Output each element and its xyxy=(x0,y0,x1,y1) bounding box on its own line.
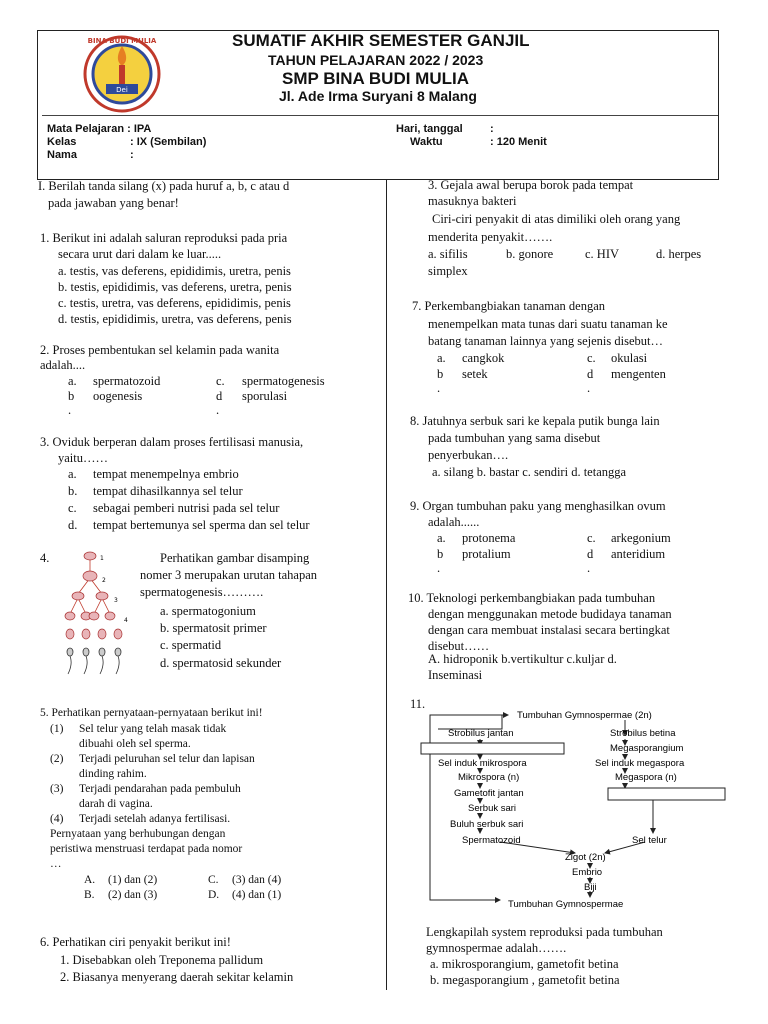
q10-options[interactable]: A. hidroponik b.vertikultur c.kuljar d. xyxy=(428,652,617,666)
diag-serbuk-sari: Serbuk sari xyxy=(468,803,517,814)
q9-letter-d: d xyxy=(587,547,594,561)
q7-option-a[interactable]: cangkok xyxy=(462,351,505,365)
diag-embrio: Embrio xyxy=(572,867,603,878)
q5-item-3-line-2: darah di vagina. xyxy=(79,798,153,810)
q7-letter-c: c. xyxy=(587,351,596,365)
q4-stem-2: nomer 3 merupakan urutan tahapan xyxy=(140,568,318,582)
q4-stem-3: spermatogenesis………. xyxy=(140,585,264,599)
q2-letter-d: d xyxy=(216,389,223,403)
gymnosperm-cycle-diagram xyxy=(400,705,730,915)
q4-option-a[interactable]: a. spermatogonium xyxy=(160,604,256,618)
q5-item-2-line-2: dinding rahim. xyxy=(79,768,147,780)
q1-option-b[interactable]: b. testis, epididimis, vas deferens, uretra, penis xyxy=(58,280,292,294)
q6-option-c[interactable]: c. HIV xyxy=(585,247,620,261)
name-value[interactable]: : xyxy=(130,149,134,161)
q1-option-d[interactable]: d. testis, epididimis, uretra, vas deferens, penis xyxy=(58,312,292,326)
q5-option-B[interactable]: (2) dan (3) xyxy=(108,889,158,901)
q5-option-D[interactable]: (4) dan (1) xyxy=(232,889,282,901)
svg-text:Dei: Dei xyxy=(116,86,128,94)
school-address: Jl. Ade Irma Suryani 8 Malang xyxy=(279,88,477,104)
academic-year: TAHUN PELAJARAN 2022 / 2023 xyxy=(268,52,484,68)
q7-option-c[interactable]: okulasi xyxy=(611,351,648,365)
q1-option-a[interactable]: a. testis, vas deferens, epididimis, uretra, penis xyxy=(58,264,291,278)
diag-strobilus-jantan: Strobilus jantan xyxy=(448,728,514,739)
q6-item-2: 2. Biasanya menyerang daerah sekitar kelamin xyxy=(60,970,294,984)
q2-option-c[interactable]: spermatogenesis xyxy=(242,374,325,388)
diagram-label-1: 1 xyxy=(100,555,104,562)
q1-option-c[interactable]: c. testis, uretra, vas deferens, epididimis, penis xyxy=(58,296,291,310)
q11-number: 11. xyxy=(410,697,426,711)
time-value: : 120 Menit xyxy=(490,136,547,148)
q2-stem-2: adalah.... xyxy=(40,358,86,372)
q5-item-2-num: (2) xyxy=(50,753,64,765)
diag-biji: Biji xyxy=(584,882,597,893)
q2-letter-a: a. xyxy=(68,374,77,388)
q5-item-4-num: (4) xyxy=(50,813,64,825)
q5-item-3-line-1: Terjadi pendarahan pada pembuluh xyxy=(79,783,241,795)
q3-letter-a: a. xyxy=(68,467,77,481)
q4-option-b[interactable]: b. spermatosit primer xyxy=(160,621,267,635)
q2-option-b[interactable]: oogenesis xyxy=(93,389,143,403)
diag-spermatozoid: Spermatozoid xyxy=(462,835,521,846)
exam-title: SUMATIF AKHIR SEMESTER GANJIL xyxy=(232,31,530,50)
diag-megaspora: Megaspora (n) xyxy=(615,772,677,783)
q3-option-a[interactable]: tempat menempelnya embrio xyxy=(93,467,239,481)
q7-option-d[interactable]: mengenten xyxy=(611,367,666,381)
q7-dot-2: . xyxy=(587,381,591,395)
q8-stem-1: 8. Jatuhnya serbuk sari ke kepala putik bunga lain xyxy=(410,414,660,428)
q5-item-4-line-1: Terjadi setelah adanya fertilisasi. xyxy=(79,813,231,825)
q3-option-c[interactable]: sebagai pemberi nutrisi pada sel telur xyxy=(93,501,280,515)
q9-letter-a: a. xyxy=(437,531,446,545)
name-label: Nama xyxy=(47,149,77,161)
q5-tail-3: … xyxy=(50,858,62,870)
q5-letter-D: D. xyxy=(208,889,220,901)
q10-stem-4: disebut…… xyxy=(428,639,490,653)
q8-stem-2: pada tumbuhan yang sama disebut xyxy=(428,431,601,445)
q6-item-1: 1. Disebabkan oleh Treponema pallidum xyxy=(60,953,264,967)
column-divider xyxy=(386,180,387,990)
q6-option-a[interactable]: a. sifilis xyxy=(428,247,468,261)
q9-stem-1: 9. Organ tumbuhan paku yang menghasilkan ovum xyxy=(410,499,666,513)
q3-stem-1: 3. Oviduk berperan dalam proses fertilisasi manusia, xyxy=(40,435,304,449)
diagram-label-2: 2 xyxy=(102,577,106,584)
q4-option-c[interactable]: c. spermatid xyxy=(160,638,222,652)
q11-option-a[interactable]: a. mikrosporangium, gametofit betina xyxy=(430,957,619,971)
q11-stem-2: gymnospermae adalah……. xyxy=(426,941,567,955)
q6-question-2: menderita penyakit……. xyxy=(428,230,553,244)
q9-option-b[interactable]: protalium xyxy=(462,547,511,561)
q10-option-d-cont[interactable]: Inseminasi xyxy=(428,668,483,682)
q3-stem-2: yaitu…… xyxy=(58,451,108,465)
q7-stem-1: 7. Perkembangbiakan tanaman dengan xyxy=(412,299,605,313)
q11-stem-1: Lengkapilah system reproduksi pada tumbuhan xyxy=(426,925,663,939)
diagram-label-4: 4 xyxy=(124,617,128,624)
q8-stem-3: penyerbukan…. xyxy=(428,448,509,462)
q2-dot-2: . xyxy=(216,403,220,417)
header-divider xyxy=(42,115,718,116)
q6-option-d[interactable]: d. herpes xyxy=(656,247,702,261)
q9-option-a[interactable]: protonema xyxy=(462,531,516,545)
q5-tail-2: peristiwa menstruasi terdapat pada nomor xyxy=(50,843,243,855)
class-value: : IX (Sembilan) xyxy=(130,136,207,148)
q5-item-1-num: (1) xyxy=(50,723,64,735)
diagram-label-3: 3 xyxy=(114,597,118,604)
q4-option-d[interactable]: d. spermatosid sekunder xyxy=(160,656,282,670)
q6-stem: 6. Perhatikan ciri penyakit berikut ini! xyxy=(40,935,231,949)
q10-stem-2: dengan menggunakan metode budidaya tanaman xyxy=(428,607,672,621)
school-logo xyxy=(76,34,168,114)
q9-stem-2: adalah...... xyxy=(428,515,480,529)
q5-stem: 5. Perhatikan pernyataan-pernyataan berikut ini! xyxy=(40,707,263,719)
q5-item-2-line-1: Terjadi peluruhan sel telur dan lapisan xyxy=(79,753,255,765)
q11-option-b[interactable]: b. megasporangium , gametofit betina xyxy=(430,973,620,987)
q6-item-3: 3. Gejala awal berupa borok pada tempat xyxy=(428,178,634,192)
diag-sel-induk-megaspora: Sel induk megaspora xyxy=(595,758,685,769)
class-label: Kelas xyxy=(47,136,77,148)
diag-mikrospora: Mikrospora (n) xyxy=(458,772,520,783)
q6-question-1: Ciri-ciri penyakit di atas dimiliki oleh orang yang xyxy=(432,212,681,226)
q6-item-3-cont: masuknya bakteri xyxy=(428,194,517,208)
time-label: Waktu xyxy=(410,136,443,148)
diag-zigot: Zigot (2n) xyxy=(565,852,606,863)
q2-stem-1: 2. Proses pembentukan sel kelamin pada wanita xyxy=(40,343,280,357)
q7-dot-1: . xyxy=(437,381,441,395)
q9-dot-2: . xyxy=(587,561,591,575)
q5-option-A[interactable]: (1) dan (2) xyxy=(108,874,158,886)
q5-tail-1: Pernyataan yang berhubungan dengan xyxy=(50,828,226,840)
diag-buluh-serbuk-sari: Buluh serbuk sari xyxy=(450,819,524,830)
q3-letter-b: b. xyxy=(68,484,78,498)
diag-top: Tumbuhan Gymnospermae (2n) xyxy=(517,710,652,721)
q1-stem-2: secara urut dari dalam ke luar..... xyxy=(58,247,222,261)
instruction-line-1: I. Berilah tanda silang (x) pada huruf a, b, c atau d xyxy=(38,179,290,193)
q10-stem-1: 10. Teknologi perkembangbiakan pada tumbuhan xyxy=(408,591,656,605)
q1-stem-1: 1. Berikut ini adalah saluran reproduksi pada pria xyxy=(40,231,288,245)
q3-letter-d: d. xyxy=(68,518,78,532)
q5-letter-C: C. xyxy=(208,874,219,886)
q3-option-d[interactable]: tempat bertemunya sel sperma dan sel telur xyxy=(93,518,310,532)
q7-letter-a: a. xyxy=(437,351,446,365)
q7-letter-d: d xyxy=(587,367,594,381)
q5-letter-A: A. xyxy=(84,874,96,886)
q2-option-a[interactable]: spermatozoid xyxy=(93,374,161,388)
diag-sel-induk-mikrospora: Sel induk mikrospora xyxy=(438,758,527,769)
q7-letter-b: b xyxy=(437,367,444,381)
q5-item-3-num: (3) xyxy=(50,783,64,795)
q5-letter-B: B. xyxy=(84,889,95,901)
q9-letter-b: b xyxy=(437,547,444,561)
instruction-line-2: pada jawaban yang benar! xyxy=(48,196,179,210)
q3-letter-c: c. xyxy=(68,501,77,515)
q2-dot-1: . xyxy=(68,403,72,417)
logo-text: BINA BUDI MULIA xyxy=(87,37,157,45)
q2-option-d[interactable]: sporulasi xyxy=(242,389,288,403)
date-label: Hari, tanggal xyxy=(396,123,463,135)
q9-option-d[interactable]: anteridium xyxy=(611,547,666,561)
q5-option-C[interactable]: (3) dan (4) xyxy=(232,874,282,886)
q8-options[interactable]: a. silang b. bastar c. sendiri d. tetangga xyxy=(432,465,627,479)
diag-strobilus-betina: Strobilus betina xyxy=(610,728,676,739)
q2-letter-b: b xyxy=(68,389,75,403)
q5-item-1-line-1: Sel telur yang telah masak tidak xyxy=(79,723,227,735)
q5-item-1-line-2: dibuahi oleh sel sperma. xyxy=(79,738,191,750)
diag-megasporangium: Megasporangium xyxy=(610,743,684,754)
q3-option-b[interactable]: tempat dihasilkannya sel telur xyxy=(93,484,243,498)
q7-stem-3: batang tanaman lainnya yang sejenis disebut… xyxy=(428,334,664,348)
q4-number: 4. xyxy=(40,551,50,565)
q6-option-d-cont: simplex xyxy=(428,264,468,278)
school-name: SMP BINA BUDI MULIA xyxy=(282,69,469,88)
q9-letter-c: c. xyxy=(587,531,596,545)
q7-stem-2: menempelkan mata tunas dari suatu tanaman ke xyxy=(428,317,668,331)
date-value[interactable]: : xyxy=(490,123,494,135)
q4-stem-1: Perhatikan gambar disamping xyxy=(160,551,310,565)
q2-letter-c: c. xyxy=(216,374,225,388)
diag-gametofit-jantan: Gametofit jantan xyxy=(454,788,524,799)
subject-label: Mata Pelajaran : IPA xyxy=(47,123,152,135)
q7-option-b[interactable]: setek xyxy=(462,367,488,381)
diag-bottom: Tumbuhan Gymnospermae xyxy=(508,899,624,910)
q9-dot-1: . xyxy=(437,561,441,575)
q10-stem-3: dengan cara membuat instalasi secara bertingkat xyxy=(428,623,670,637)
q6-option-b[interactable]: b. gonore xyxy=(506,247,554,261)
diag-sel-telur: Sel telur xyxy=(632,835,667,846)
q9-option-c[interactable]: arkegonium xyxy=(611,531,671,545)
